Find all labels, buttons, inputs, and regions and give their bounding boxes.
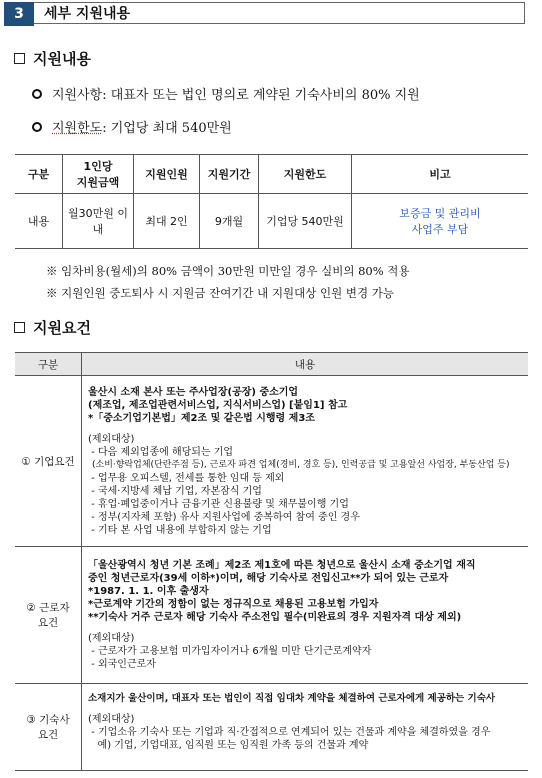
row-label-worker: ② 근로자 요건	[15, 547, 82, 684]
support-item-1: 지원사항 : 대표자 또는 법인 명의로 계약된 기숙사비의 80% 지원	[32, 84, 420, 103]
col-header: 지원기간	[200, 155, 259, 194]
row-body-worker: 「울산광역시 청년 기본 조례」제2조 제1호에 따른 청년으로 울산시 소재 중소기업 재직 중인 청년근로자(39세 이하*)이며, 해당 기숙사로 전입신고**가 되어 있는 근로자 *1987. 1. 1. 이후 출생자 *근로계약 기간의 정함이 없는 정규직으로 채용된 고용보험 가입자 **기숙사 거주 근로자 해당 기숙사 주소전입 필수(미완료의 경우 지원자격 대상 제외) (제외대상) - 근로자가 고용보험 미가입자이거나 6개월 미만 단기근로계약자 - 외국인근로자	[82, 547, 529, 684]
table-cell: 월30만원 이내	[63, 194, 134, 249]
col-header: 내용	[82, 353, 529, 376]
support-summary-table	[15, 154, 528, 249]
section-title-bar	[34, 2, 525, 24]
table-row	[15, 194, 528, 249]
col-header: 구분	[15, 155, 63, 194]
col-header: 지원한도	[259, 155, 352, 194]
table-row	[15, 547, 528, 684]
table-cell: 최대 2인	[134, 194, 200, 249]
section-number-badge: 3	[4, 2, 34, 26]
col-header: 지원인원	[134, 155, 200, 194]
row-label-dormitory: ③ 기숙사 요건	[15, 684, 82, 771]
col-header: 비고	[352, 155, 529, 194]
note-line-2: ※ 지원인원 중도퇴사 시 지원금 잔여기간 내 지원대상 인원 변경 가능	[46, 286, 394, 300]
table-cell: 보증금 및 관리비 사업주 부담	[352, 194, 529, 249]
square-bullet-icon	[14, 53, 25, 64]
section-title: 세부 지원내용	[44, 6, 131, 22]
square-bullet-icon	[14, 322, 25, 333]
table-row	[15, 376, 528, 547]
col-header: 구분	[15, 353, 82, 376]
circle-bullet-icon	[32, 89, 42, 99]
row-body-dormitory: 소재지가 울산이며, 대표자 또는 법인이 직접 임대차 계약을 체결하여 근로자에게 제공하는 기숙사 (제외대상) - 기업소유 기숙사 또는 기업과 직·간접적으로 연계되어 있는 건물과 계약을 체결하였을 경우 예) 기업, 기업대표, 임직원 또는 임직원 가족 등의 건물과 계약	[82, 684, 529, 771]
table-cell: 9개월	[200, 194, 259, 249]
table-cell: 내용	[15, 194, 63, 249]
support-item-2: 지원한도 : 기업당 최대 540만원	[32, 117, 232, 136]
table-header-row	[15, 155, 528, 194]
table-row	[15, 684, 528, 771]
col-header: 1인당 지원금액	[63, 155, 134, 194]
note-line-1: ※ 임차비용(월세)의 80% 금액이 30만원 미만일 경우 실비의 80% 적용	[46, 264, 410, 278]
table-cell: 기업당 540만원	[259, 194, 352, 249]
row-label-company: ① 기업요건	[15, 376, 82, 547]
subsection-heading-requirements: 지원요건	[14, 317, 91, 338]
requirements-table	[15, 352, 528, 771]
circle-bullet-icon	[32, 122, 42, 132]
table-header-row	[15, 353, 528, 376]
subsection-heading-support: 지원내용	[14, 48, 91, 69]
row-body-company: 울산시 소재 본사 또는 주사업장(공장) 중소기업 (제조업, 제조업관련서비스업, 지식서비스업) [붙임1] 참고 *「중소기업기본법」제2조 및 같은법 시행령 제3조 (제외대상) - 다음 제외업종에 해당되는 기업 (소비·향락업체(단란주점 등), 근로자 파견 업체(경비, 경호 등), 인력공급 및 고용알선 사업장, 부동산업 등) - 업무용 오피스텔, 전세를 통한 임대 등 제외 - 국세·지방세 체납 기업, 자본잠식 기업 - 휴업·폐업중이거나 금융기관 신용불량 및 채무불이행 기업 - 정부(지자체 포함) 유사 지원사업에 중복하여 참여 중인 경우 - 기타 본 사업 내용에 부합하지 않는 기업	[82, 376, 529, 547]
